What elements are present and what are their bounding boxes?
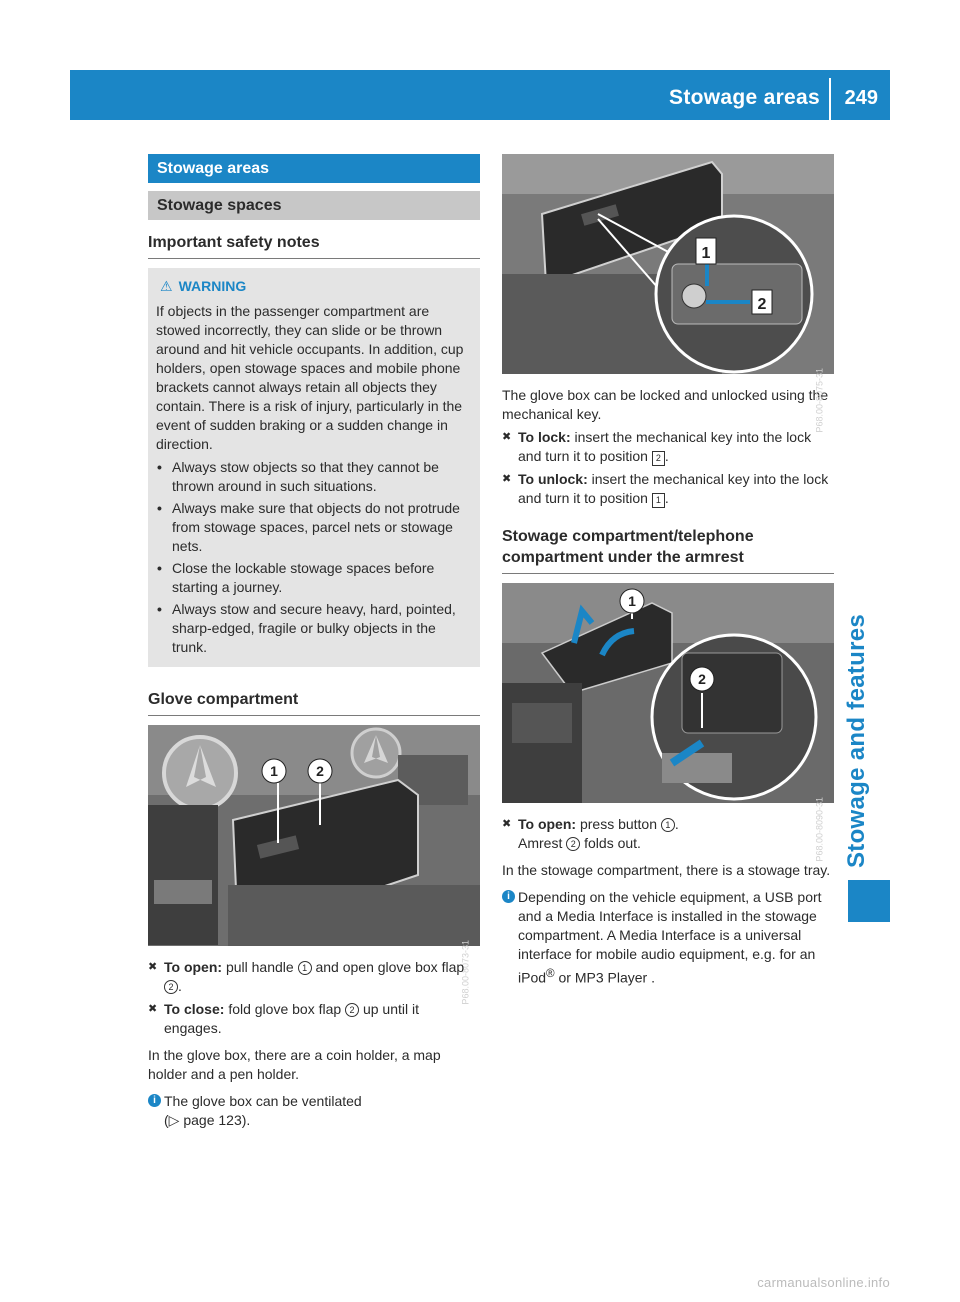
bullet-text: Always stow and secure heavy, hard, pointed, sharp-edged, fragile or bulky objects in the trunk. [172,601,456,655]
bullet-icon: • [157,459,162,475]
footer-watermark: carmanualsonline.info [757,1275,890,1290]
step-text: insert the mechanical key into the lock and turn it to position [518,471,829,506]
bullet-icon: • [157,560,162,576]
step-label: To open: [518,816,577,832]
info-text: ( [164,1112,169,1128]
step-label: To unlock: [518,471,588,487]
header-divider [829,78,831,120]
step-text: up until it engages. [164,1001,419,1036]
info-note [502,888,834,988]
warning-title [156,277,472,296]
step-open-armrest [502,815,834,853]
right-column [502,154,834,988]
bullet-icon: • [157,500,162,516]
bullet-text: Always stow objects so that they cannot be thrown around in such situations. [172,459,439,494]
step-arrow-icon: ✖ [502,818,512,830]
period: . [664,490,669,506]
heading-armrest-compartment: Stowage compartment/telephone compartment under the armrest [502,526,834,574]
period: . [664,448,669,464]
callout-1-label: 1 [270,763,278,779]
heading-safety-notes: Important safety notes [148,232,480,259]
info-icon: i [502,890,515,903]
marker-2-icon: 2 [164,980,178,994]
step-arrow-icon: ✖ [502,473,512,485]
figure-code: P68.00-8075-31 [815,368,825,433]
period: . [178,978,182,994]
callout-1-label: 1 [628,593,636,609]
step-text: pull handle [225,959,294,975]
warning-bullet [156,600,472,657]
subsection-band: Stowage spaces [148,191,480,220]
step-arrow-icon: ✖ [148,1003,158,1015]
step-label: To close: [164,1001,225,1017]
step-label: To open: [164,959,223,975]
warning-title-text: WARNING [178,278,247,294]
page-number: 249 [844,87,878,109]
info-note [148,1092,480,1130]
step-text: folds out. [584,835,641,851]
info-text: Depending on the vehicle equipment, a USB port and a Media Interface is installed in the stowage compartment. A Media Interface is a universal interface for mobile audio equipment, e.g. for an iPod [518,889,822,986]
lock-intro: The glove box can be locked and unlocked using the mechanical key. [502,387,829,422]
bullet-text: Always make sure that objects do not protrude from stowage spaces, parcel nets or stowage nets. [172,500,460,554]
callout-2-label: 2 [316,763,324,779]
warning-bullet [156,499,472,556]
heading-glove-compartment: Glove compartment [148,689,480,716]
info-icon: i [148,1094,161,1107]
step-close [148,1000,480,1038]
step-text: press button [579,816,658,832]
info-text: or MP3 Player . [558,969,655,986]
page-reference-arrow-icon: ▷ [168,1112,180,1128]
step-arrow-icon: ✖ [502,431,512,443]
figure-code: P68.00-8090-31 [815,797,825,862]
page-header [70,70,890,120]
step-text: Amrest [518,835,563,851]
step-label: To lock: [518,429,571,445]
bullet-text: Close the lockable stowage spaces before starting a journey. [172,560,435,595]
position-1-icon: 1 [652,493,665,508]
side-tab-marker [848,880,890,922]
marker-1-icon: 1 [298,961,312,975]
section-band: Stowage areas [148,154,480,183]
registered-mark: ® [546,967,555,980]
info-text: The glove box can be ventilated [164,1093,362,1109]
warning-bullet [156,458,472,496]
marker-2-icon: 2 [345,1003,359,1017]
callout-1-label: 1 [701,245,711,262]
warning-box [148,268,480,667]
left-column [148,154,480,1130]
stowage-tray-text: In the stowage compartment, there is a stowage tray. [502,862,831,878]
armrest-illustration [502,583,834,803]
warning-text: If objects in the passenger compartment are stowed incorrectly, they can slide or be thrown around and hit vehicle occupants. In addition, cup holders, open stowage spaces and mobile phone brackets cannot always retain all objects they contain. There is a risk of injury, particularly in the event of sudden braking or a sudden change in direction. [156,303,464,452]
marker-1-icon: 1 [661,818,675,832]
step-unlock [502,470,834,508]
step-lock [502,428,834,466]
marker-2-icon: 2 [566,837,580,851]
figure-code: P68.00-8073-31 [461,940,471,1005]
step-text: insert the mechanical key into the lock and turn it to position [518,429,812,464]
callout-2-label: 2 [757,296,767,313]
glove-box-illustration [148,725,480,946]
step-open [148,958,480,996]
warning-triangle-icon: ⚠ [160,278,173,294]
position-2-icon: 2 [652,451,665,466]
step-arrow-icon: ✖ [148,961,158,973]
glove-box-contents: In the glove box, there are a coin holder, a map holder and a pen holder. [148,1047,441,1082]
page-header-title: Stowage areas [669,86,820,109]
step-text: fold glove box flap [228,1001,342,1017]
side-chapter-tab: Stowage and features [843,613,870,868]
step-text: and open glove box flap [315,959,465,975]
glove-box-lock-illustration [502,154,834,374]
page-reference-link[interactable]: page 123). [183,1112,251,1128]
callout-2-label: 2 [698,671,706,687]
bullet-icon: • [157,601,162,617]
warning-bullet [156,559,472,597]
period: . [674,816,679,832]
